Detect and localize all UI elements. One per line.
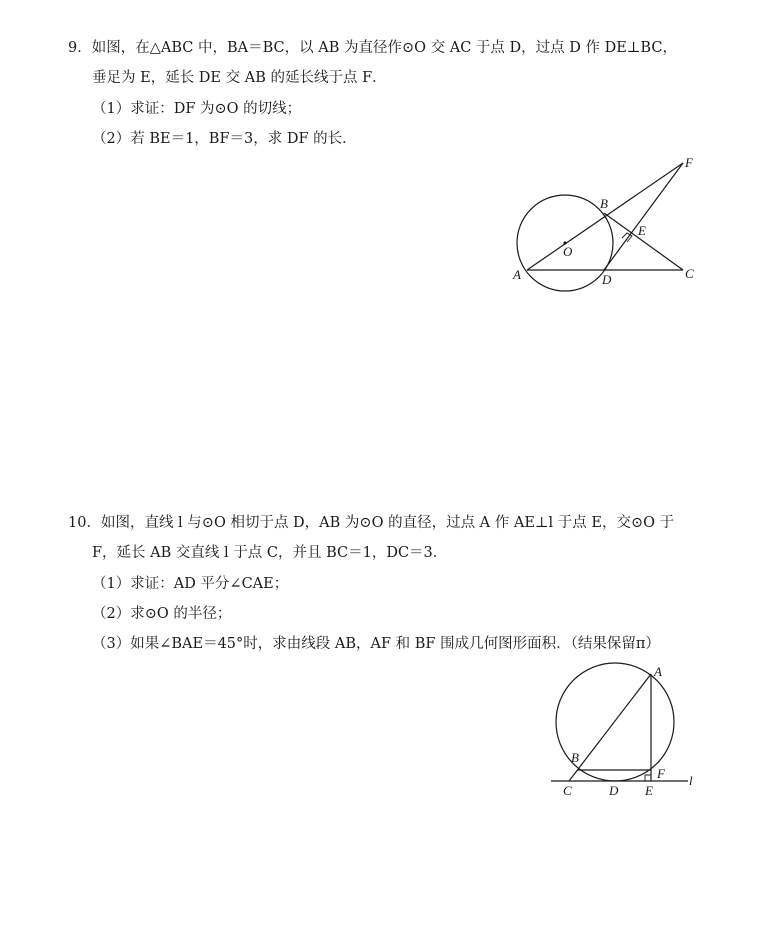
problem-10-question-2: （2）求⊙O 的半径； <box>92 606 232 622</box>
problem-10-question-1: （1）求证：AD 平分∠CAE； <box>92 576 289 592</box>
problem-9-stem-line-1: 9．如图，在△ABC 中，BA＝BC，以 AB 为直径作⊙O 交 AC 于点 D，过点 D 作 DE⊥BC， <box>68 40 677 56</box>
label-c: C <box>563 783 572 798</box>
segment-af <box>527 163 683 270</box>
problem-10-figure <box>545 660 705 800</box>
label-o: O <box>563 244 573 259</box>
problem-9-figure <box>500 150 710 300</box>
label-d: D <box>609 783 619 798</box>
label-b: B <box>600 196 608 211</box>
right-angle-mark <box>645 775 651 781</box>
label-e: E <box>638 223 646 238</box>
segment-bc <box>604 213 683 270</box>
label-a: A <box>654 664 662 679</box>
label-b: B <box>571 750 579 765</box>
label-c: C <box>685 266 694 281</box>
label-e: E <box>645 783 653 798</box>
label-l: l <box>689 773 693 788</box>
segment-ac <box>569 674 651 781</box>
segment-df <box>604 163 683 270</box>
problem-10-question-3: （3）如果∠BAE＝45°时，求由线段 AB，AF 和 BF 围成几何图形面积．（结果保留π） <box>92 636 660 652</box>
problem-10-stem-line-2: F，延长 AB 交直线 l 于点 C，并且 BC＝1，DC＝3． <box>92 545 448 561</box>
problem-9-stem-line-2: 垂足为 E，延长 DE 交 AB 的延长线于点 F． <box>92 70 387 86</box>
label-d: D <box>602 272 612 287</box>
label-a: A <box>513 267 521 282</box>
problem-9-question-1: （1）求证：DF 为⊙O 的切线； <box>92 101 302 117</box>
label-f: F <box>657 766 665 781</box>
problem-9-question-2: （2）若 BE＝1，BF＝3，求 DF 的长． <box>92 131 357 147</box>
label-f: F <box>685 155 693 170</box>
problem-10-stem-line-1: 10．如图，直线 l 与⊙O 相切于点 D，AB 为⊙O 的直径，过点 A 作 AE⊥l 于点 E，交⊙O 于 <box>68 515 675 531</box>
